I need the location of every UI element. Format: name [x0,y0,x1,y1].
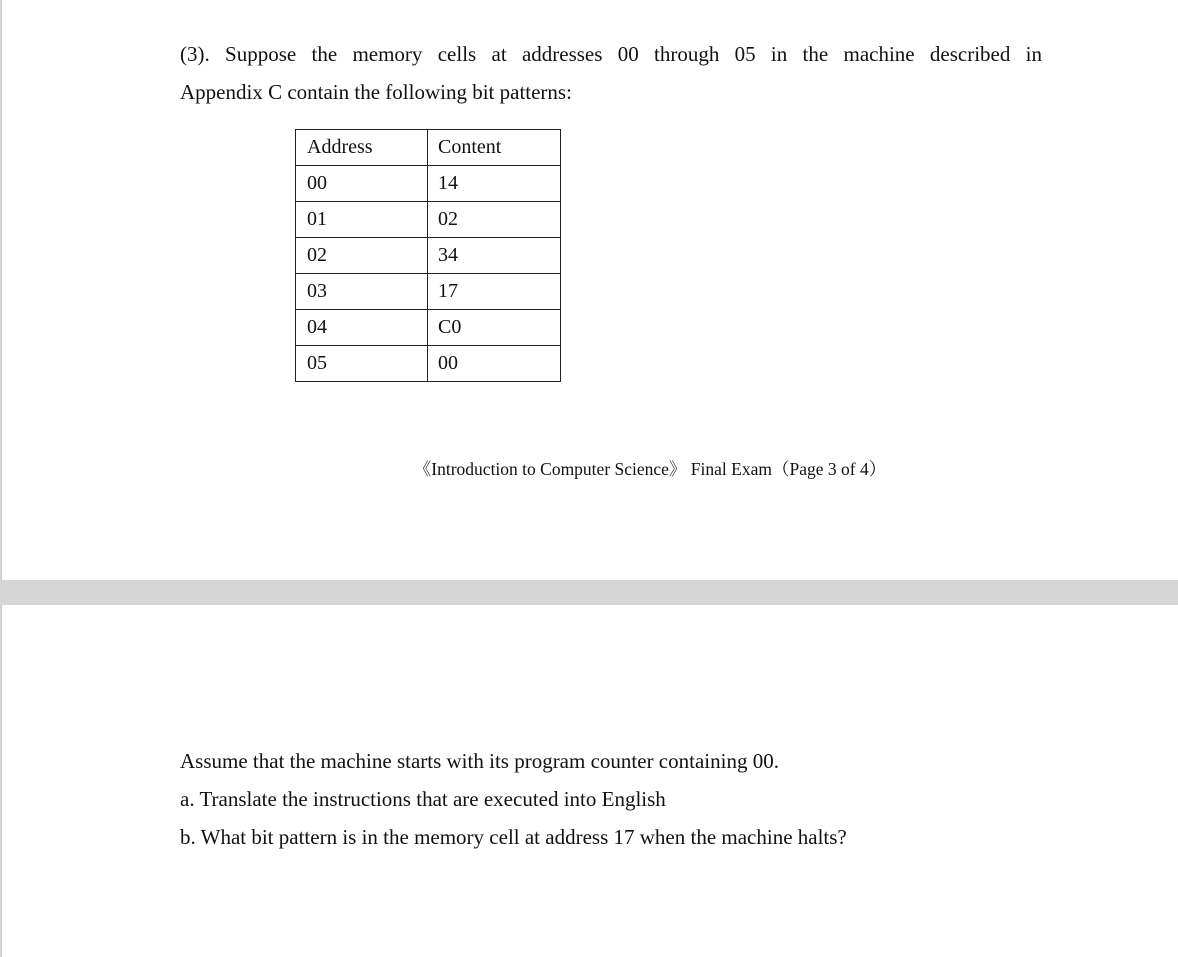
exam-page-4 [1,605,1178,957]
content-cell: 17 [428,274,561,310]
address-cell: 05 [296,346,428,382]
address-cell: 01 [296,202,428,238]
question-text-line-2: Appendix C contain the following bit patterns: [180,80,572,104]
address-cell: 03 [296,274,428,310]
assumption-text: Assume that the machine starts with its program counter containing 00. [180,749,779,773]
header-content: Content [428,130,561,166]
table-row [296,238,561,274]
content-cell: C0 [428,310,561,346]
question-text-line-1: (3). Suppose the memory cells at addresses 00 through 05 in the machine described in [180,42,1042,66]
question-part-b: b. What bit pattern is in the memory cell at address 17 when the machine halts? [180,825,847,849]
header-address: Address [296,130,428,166]
address-cell: 04 [296,310,428,346]
question-part-a: a. Translate the instructions that are executed into English [180,787,666,811]
address-cell: 02 [296,238,428,274]
content-cell: 14 [428,166,561,202]
table-row [296,166,561,202]
content-cell: 34 [428,238,561,274]
table-row [296,310,561,346]
content-cell: 00 [428,346,561,382]
table-header-row [296,130,561,166]
exam-page-3 [1,0,1178,580]
memory-table [295,129,561,382]
table-row [296,202,561,238]
table-row [296,274,561,310]
content-cell: 02 [428,202,561,238]
address-cell: 00 [296,166,428,202]
page-footer: 《Introduction to Computer Science》 Final Exam（Page 3 of 4） [413,459,887,479]
table-row [296,346,561,382]
